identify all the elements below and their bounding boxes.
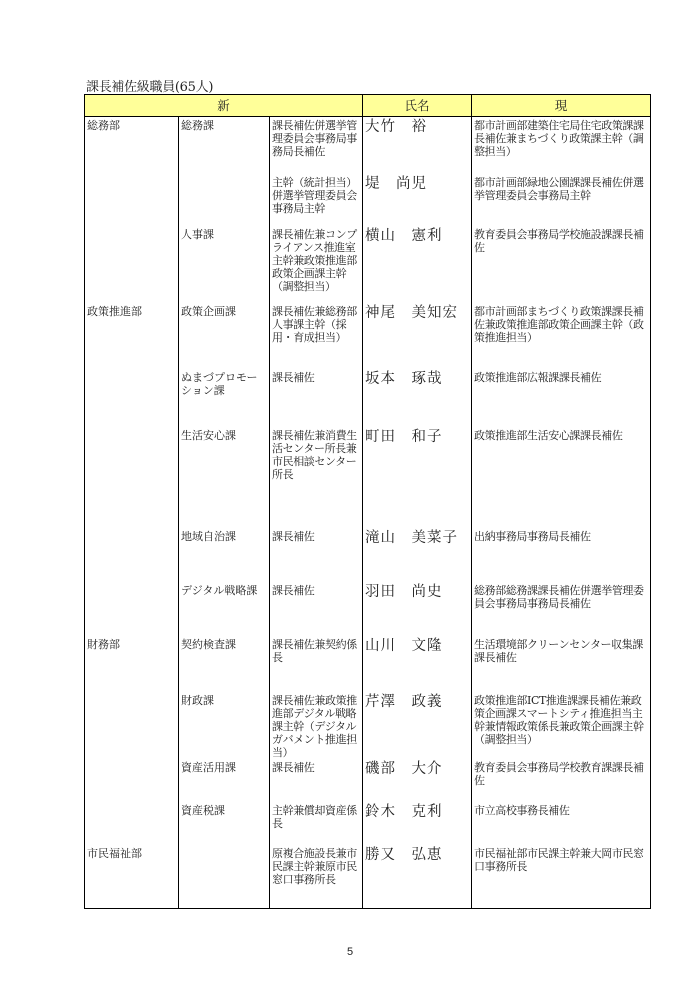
position-cell: 主幹兼償却資産係長 (270, 802, 363, 845)
page-number: 5 (346, 946, 354, 958)
section-cell (179, 845, 270, 909)
current-position-cell: 市民福祉部市民課主幹兼大岡市民窓口事務所長 (472, 845, 651, 909)
position-cell: 課長補佐 (270, 582, 363, 636)
name-cell: 磯部 大介 (363, 759, 472, 802)
name-cell: 神尾 美知宏 (363, 303, 472, 369)
current-position-cell: 出納事務局事務局長補佐 (472, 528, 651, 582)
dept-cell (85, 528, 179, 582)
section-cell: 人事課 (179, 226, 270, 303)
name-cell: 羽田 尚史 (363, 582, 472, 636)
header-row (85, 95, 651, 117)
name-cell: 大竹 裕 (363, 117, 472, 174)
name-cell: 鈴木 克利 (363, 802, 472, 845)
current-position-cell: 政策推進部広報課課長補佐 (472, 369, 651, 427)
dept-cell (85, 582, 179, 636)
current-position-cell: 生活環境部クリーンセンター収集課課長補佐 (472, 636, 651, 692)
table-row (85, 174, 651, 226)
section-cell: 契約検査課 (179, 636, 270, 692)
position-cell: 課長補佐 (270, 759, 363, 802)
dept-cell: 市民福祉部 (85, 845, 179, 909)
current-position-cell: 総務部総務課課長補佐併選挙管理委員会事務局事務局長補佐 (472, 582, 651, 636)
dept-cell (85, 174, 179, 226)
table-row (85, 303, 651, 369)
section-cell: デジタル戦略課 (179, 582, 270, 636)
section-cell: ぬまづプロモーション課 (179, 369, 270, 427)
table-row (85, 226, 651, 303)
name-cell: 坂本 琢哉 (363, 369, 472, 427)
header-current: 現 (472, 95, 651, 117)
dept-cell (85, 802, 179, 845)
table-row (85, 759, 651, 802)
personnel-table (84, 94, 651, 909)
table-row (85, 369, 651, 427)
position-cell: 課長補佐兼コンプライアンス推進室主幹兼政策推進部政策企画課主幹（調整担当） (270, 226, 363, 303)
section-cell: 政策企画課 (179, 303, 270, 369)
name-cell: 勝又 弘恵 (363, 845, 472, 909)
name-cell: 滝山 美菜子 (363, 528, 472, 582)
table-row (85, 117, 651, 174)
section-cell: 地域自治課 (179, 528, 270, 582)
header-new: 新 (85, 95, 363, 117)
name-cell: 芹澤 政義 (363, 692, 472, 759)
position-cell: 原複合施設長兼市民課主幹兼原市民窓口事務所長 (270, 845, 363, 909)
name-cell: 横山 憲利 (363, 226, 472, 303)
position-cell: 課長補佐兼総務部人事課主幹（採用・育成担当） (270, 303, 363, 369)
section-cell: 資産活用課 (179, 759, 270, 802)
table-row (85, 427, 651, 528)
section-cell (179, 174, 270, 226)
table-caption: 課長補佐級職員(65人) (86, 80, 214, 95)
current-position-cell: 教育委員会事務局学校施設課課長補佐 (472, 226, 651, 303)
dept-cell (85, 692, 179, 759)
position-cell: 課長補佐兼契約係長 (270, 636, 363, 692)
current-position-cell: 市立高校事務長補佐 (472, 802, 651, 845)
dept-cell (85, 759, 179, 802)
current-position-cell: 都市計画部建築住宅局住宅政策課課長補佐兼まちづくり政策課主幹（調整担当） (472, 117, 651, 174)
position-cell: 課長補佐兼政策推進部デジタル戦略課主幹（デジタルガバメント推進担当） (270, 692, 363, 759)
dept-cell: 財務部 (85, 636, 179, 692)
section-cell: 財政課 (179, 692, 270, 759)
dept-cell: 政策推進部 (85, 303, 179, 369)
dept-cell: 総務部 (85, 117, 179, 174)
section-cell: 資産税課 (179, 802, 270, 845)
position-cell: 課長補佐 (270, 369, 363, 427)
position-cell: 課長補佐兼消費生活センター所長兼市民相談センター所長 (270, 427, 363, 528)
header-name: 氏名 (363, 95, 472, 117)
table-row (85, 845, 651, 909)
name-cell: 堤 尚児 (363, 174, 472, 226)
table-row (85, 582, 651, 636)
current-position-cell: 政策推進部生活安心課課長補佐 (472, 427, 651, 528)
section-cell: 生活安心課 (179, 427, 270, 528)
current-position-cell: 都市計画部緑地公園課課長補佐併選挙管理委員会事務局主幹 (472, 174, 651, 226)
name-cell: 町田 和子 (363, 427, 472, 528)
position-cell: 主幹（統計担当）併選挙管理委員会事務局主幹 (270, 174, 363, 226)
current-position-cell: 政策推進部ICT推進課課長補佐兼政策企画課スマートシティ推進担当主幹兼情報政策係長兼政策企画課主幹（調整担当） (472, 692, 651, 759)
table-row (85, 802, 651, 845)
table-row (85, 528, 651, 582)
position-cell: 課長補佐併選挙管理委員会事務局事務局長補佐 (270, 117, 363, 174)
current-position-cell: 教育委員会事務局学校教育課課長補佐 (472, 759, 651, 802)
current-position-cell: 都市計画部まちづくり政策課課長補佐兼政策推進部政策企画課主幹（政策推進担当） (472, 303, 651, 369)
dept-cell (85, 369, 179, 427)
name-cell: 山川 文隆 (363, 636, 472, 692)
dept-cell (85, 427, 179, 528)
dept-cell (85, 226, 179, 303)
position-cell: 課長補佐 (270, 528, 363, 582)
section-cell: 総務課 (179, 117, 270, 174)
table-row (85, 636, 651, 692)
table-row (85, 692, 651, 759)
